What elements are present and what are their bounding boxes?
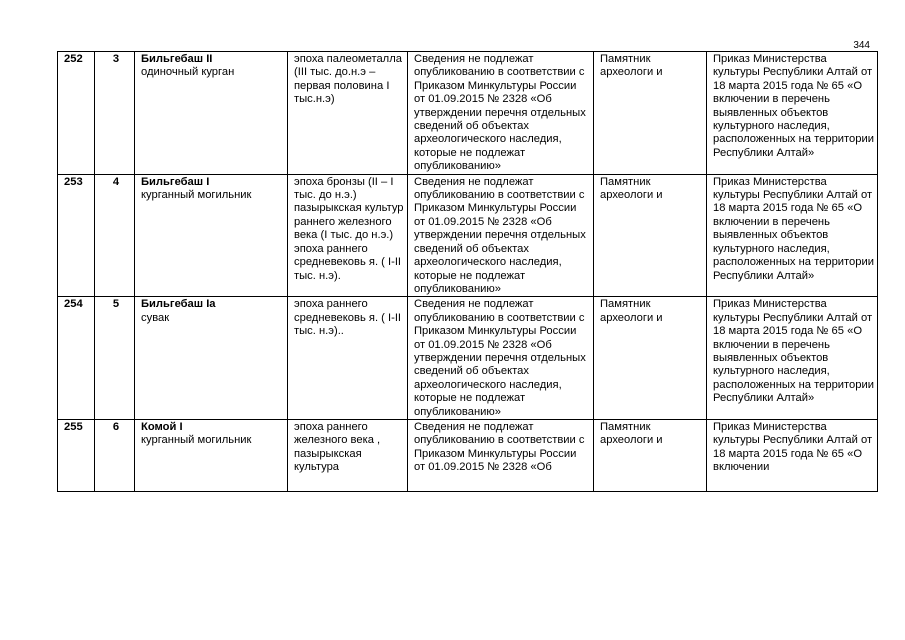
object-cell <box>135 419 288 491</box>
table-row <box>58 419 878 491</box>
object-type: сувак <box>141 311 170 324</box>
category-cell: Памятник археологи и <box>594 419 707 491</box>
epoch-cell: эпоха раннего средневековь я. ( I-II тыс. н.э).. <box>288 297 408 420</box>
object-cell <box>135 174 288 297</box>
document-cell: Приказ Министерства культуры Республики Алтай от 18 марта 2015 года № 65 «О включении <box>707 419 878 491</box>
object-cell <box>135 52 288 175</box>
row-index: 5 <box>95 297 135 420</box>
location-cell: Сведения не подлежат опубликованию в соответствии с Приказом Минкультуры России от 01.09.2015 № 2328 «Об <box>408 419 594 491</box>
category-cell: Памятник археологи и <box>594 174 707 297</box>
table-row <box>58 174 878 297</box>
object-type: одиночный курган <box>141 66 235 79</box>
object-name: Бильгебаш Ia <box>141 298 216 311</box>
object-type: курганный могильник <box>141 189 252 202</box>
location-cell: Сведения не подлежат опубликованию в соответствии с Приказом Минкультуры России от 01.09.2015 № 2328 «Об утверждении перечня отдельных сведений об объектах археологического наследия, которые не подлежат опубликованию» <box>408 297 594 420</box>
document-cell: Приказ Министерства культуры Республики Алтай от 18 марта 2015 года № 65 «О включении в перечень выявленных объектов культурного наследия, расположенных на территории Республики Алтай» <box>707 174 878 297</box>
table-row <box>58 297 878 420</box>
category-cell: Памятник археологи и <box>594 297 707 420</box>
row-number: 255 <box>58 419 95 491</box>
epoch-cell: эпоха бронзы (II – I тыс. до н.э.) пазырыкская культур раннего железного века (I тыс. до н.э.) эпоха раннего средневековь я. ( I-II тыс. н.э). <box>288 174 408 297</box>
row-index: 3 <box>95 52 135 175</box>
heritage-registry-table <box>57 51 878 492</box>
document-cell: Приказ Министерства культуры Республики Алтай от 18 марта 2015 года № 65 «О включении в перечень выявленных объектов культурного наследия, расположенных на территории Республики Алтай» <box>707 52 878 175</box>
table-row <box>58 52 878 175</box>
page-number: 344 <box>853 40 870 51</box>
object-name: Комой I <box>141 420 183 433</box>
row-number: 252 <box>58 52 95 175</box>
row-index: 6 <box>95 419 135 491</box>
epoch-cell: эпоха раннего железного века , пазырыкская культура <box>288 419 408 491</box>
location-cell: Сведения не подлежат опубликованию в соответствии с Приказом Минкультуры России от 01.09.2015 № 2328 «Об утверждении перечня отдельных сведений об объектах археологического наследия, которые не подлежат опубликованию» <box>408 174 594 297</box>
epoch-cell: эпоха палеометалла (III тыс. до.н.э – первая половина I тыс.н.э) <box>288 52 408 175</box>
row-number: 254 <box>58 297 95 420</box>
object-type: курганный могильник <box>141 434 252 447</box>
row-number: 253 <box>58 174 95 297</box>
document-cell: Приказ Министерства культуры Республики Алтай от 18 марта 2015 года № 65 «О включении в перечень выявленных объектов культурного наследия, расположенных на территории Республики Алтай» <box>707 297 878 420</box>
object-name: Бильгебаш II <box>141 53 213 65</box>
category-cell: Памятник археологи и <box>594 52 707 175</box>
location-cell: Сведения не подлежат опубликованию в соответствии с Приказом Минкультуры России от 01.09.2015 № 2328 «Об утверждении перечня отдельных сведений об объектах археологического наследия, которые не подлежат опубликованию» <box>408 52 594 175</box>
object-name: Бильгебаш I <box>141 175 210 188</box>
row-index: 4 <box>95 174 135 297</box>
object-cell <box>135 297 288 420</box>
